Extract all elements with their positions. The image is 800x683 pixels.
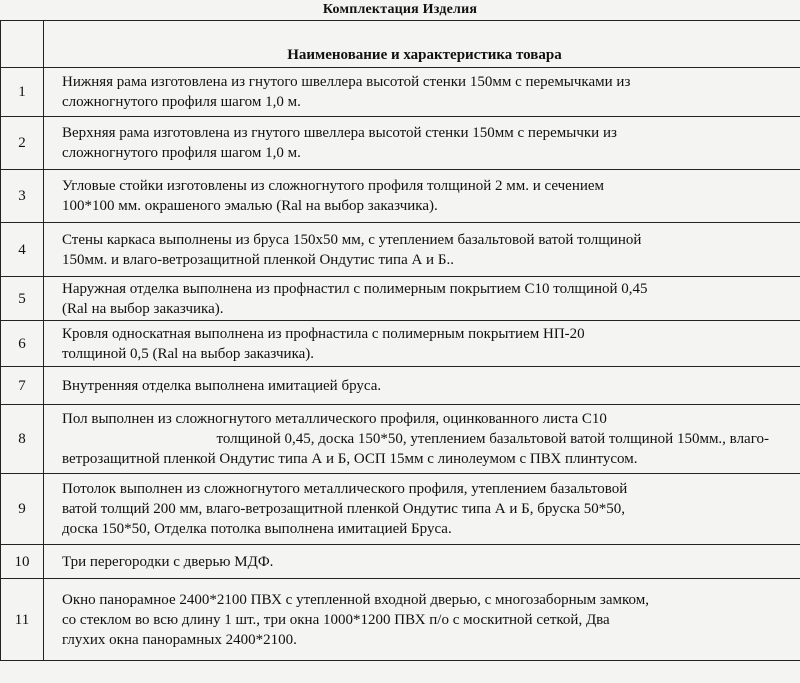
row-description xyxy=(44,170,800,223)
table-row xyxy=(1,474,800,545)
description-line: 150мм. и влаго-ветрозащитной пленкой Ондутис типа А и Б.. xyxy=(62,251,454,268)
table-row xyxy=(1,321,800,367)
row-description xyxy=(44,367,800,405)
table-row xyxy=(1,579,800,661)
description-line: Потолок выполнен из сложногнутого металлического профиля, утеплением базальтовой xyxy=(62,481,628,497)
row-number: 3 xyxy=(1,170,44,223)
table-row xyxy=(1,277,800,321)
row-number: 11 xyxy=(1,579,44,661)
table-header-row xyxy=(1,21,800,68)
description-line: Три перегородки с дверью МДФ. xyxy=(62,553,274,570)
row-number: 2 xyxy=(1,117,44,170)
row-number: 1 xyxy=(1,68,44,117)
description-line: ватой толщий 200 мм, влаго-ветрозащитной пленкой Ондутис типа А и Б, бруска 50*50, xyxy=(62,501,626,517)
description-line: сложногнутого профиля шагом 1,0 м. xyxy=(62,145,301,161)
description-line: Внутренняя отделка выполнена имитацией бруса. xyxy=(62,377,382,394)
row-number: 9 xyxy=(1,474,44,545)
description-line: Окно панорамное 2400*2100 ПВХ с утепленной входной дверью, с многозаборным замком, xyxy=(62,591,649,608)
description-line: толщиной 0,45, доска 150*50, утеплением базальтовой ватой толщиной 150мм., влаго- xyxy=(216,431,769,447)
table-row xyxy=(1,170,800,223)
table-row xyxy=(1,545,800,579)
row-number: 4 xyxy=(1,223,44,277)
description-line: Нижняя рама изготовлена из гнутого швеллера высотой стенки 150мм с перемычками из xyxy=(62,74,631,90)
description-line: Стены каркаса выполнены из бруса 150х50 мм, с утеплением базальтовой ватой толщиной xyxy=(62,231,642,248)
description-line: (Ral на выбор заказчика). xyxy=(62,300,224,317)
row-description xyxy=(44,117,800,170)
specification-table xyxy=(0,20,800,661)
description-line: 100*100 мм. окрашеного эмалью (Ral на выбор заказчика). xyxy=(62,198,438,214)
row-description xyxy=(44,277,800,321)
row-number: 5 xyxy=(1,277,44,321)
row-description xyxy=(44,68,800,117)
description-line: сложногнутого профиля шагом 1,0 м. xyxy=(62,94,301,110)
table-row xyxy=(1,367,800,405)
row-description xyxy=(44,405,800,474)
description-line: Верхняя рама изготовлена из гнутого швеллера высотой стенки 150мм с перемычки из xyxy=(62,125,617,141)
description-line: Наружная отделка выполнена из профнастил с полимерным покрытием С10 толщиной 0,45 xyxy=(62,280,648,297)
description-line: глухих окна панорамных 2400*2100. xyxy=(62,631,297,648)
table-row xyxy=(1,405,800,474)
row-description xyxy=(44,223,800,277)
row-number: 7 xyxy=(1,367,44,405)
description-line: Кровля односкатная выполнена из профнастила с полимерным покрытием НП-20 xyxy=(62,325,585,342)
row-description xyxy=(44,545,800,579)
row-description xyxy=(44,321,800,367)
row-number: 6 xyxy=(1,321,44,367)
description-line: толщиной 0,5 (Ral на выбор заказчика). xyxy=(62,345,315,362)
row-description xyxy=(44,474,800,545)
row-number: 8 xyxy=(1,405,44,474)
row-description xyxy=(44,579,800,661)
table-row xyxy=(1,68,800,117)
table-row xyxy=(1,223,800,277)
description-line: ветрозащитной пленкой Ондутис типа А и Б, ОСП 15мм с линолеумом с ПВХ плинтусом. xyxy=(62,451,638,467)
table-body xyxy=(1,68,800,661)
document-title: Комплектация Изделия xyxy=(322,2,478,17)
table-row xyxy=(1,117,800,170)
description-line: доска 150*50, Отделка потолка выполнена имитацией Бруса. xyxy=(62,521,452,537)
number-column-header xyxy=(1,21,44,68)
description-line: Пол выполнен из сложногнутого металлического профиля, оцинкованного листа С10 xyxy=(62,411,607,427)
row-number: 10 xyxy=(1,545,44,579)
description-line: Угловые стойки изготовлены из сложногнутого профиля толщиной 2 мм. и сечением xyxy=(62,178,605,194)
name-column-header: Наименование и характеристика товара xyxy=(44,21,800,68)
description-line: со стеклом во всю длину 1 шт., три окна 1000*1200 ПВХ п/о с москитной сеткой, Два xyxy=(62,611,610,628)
